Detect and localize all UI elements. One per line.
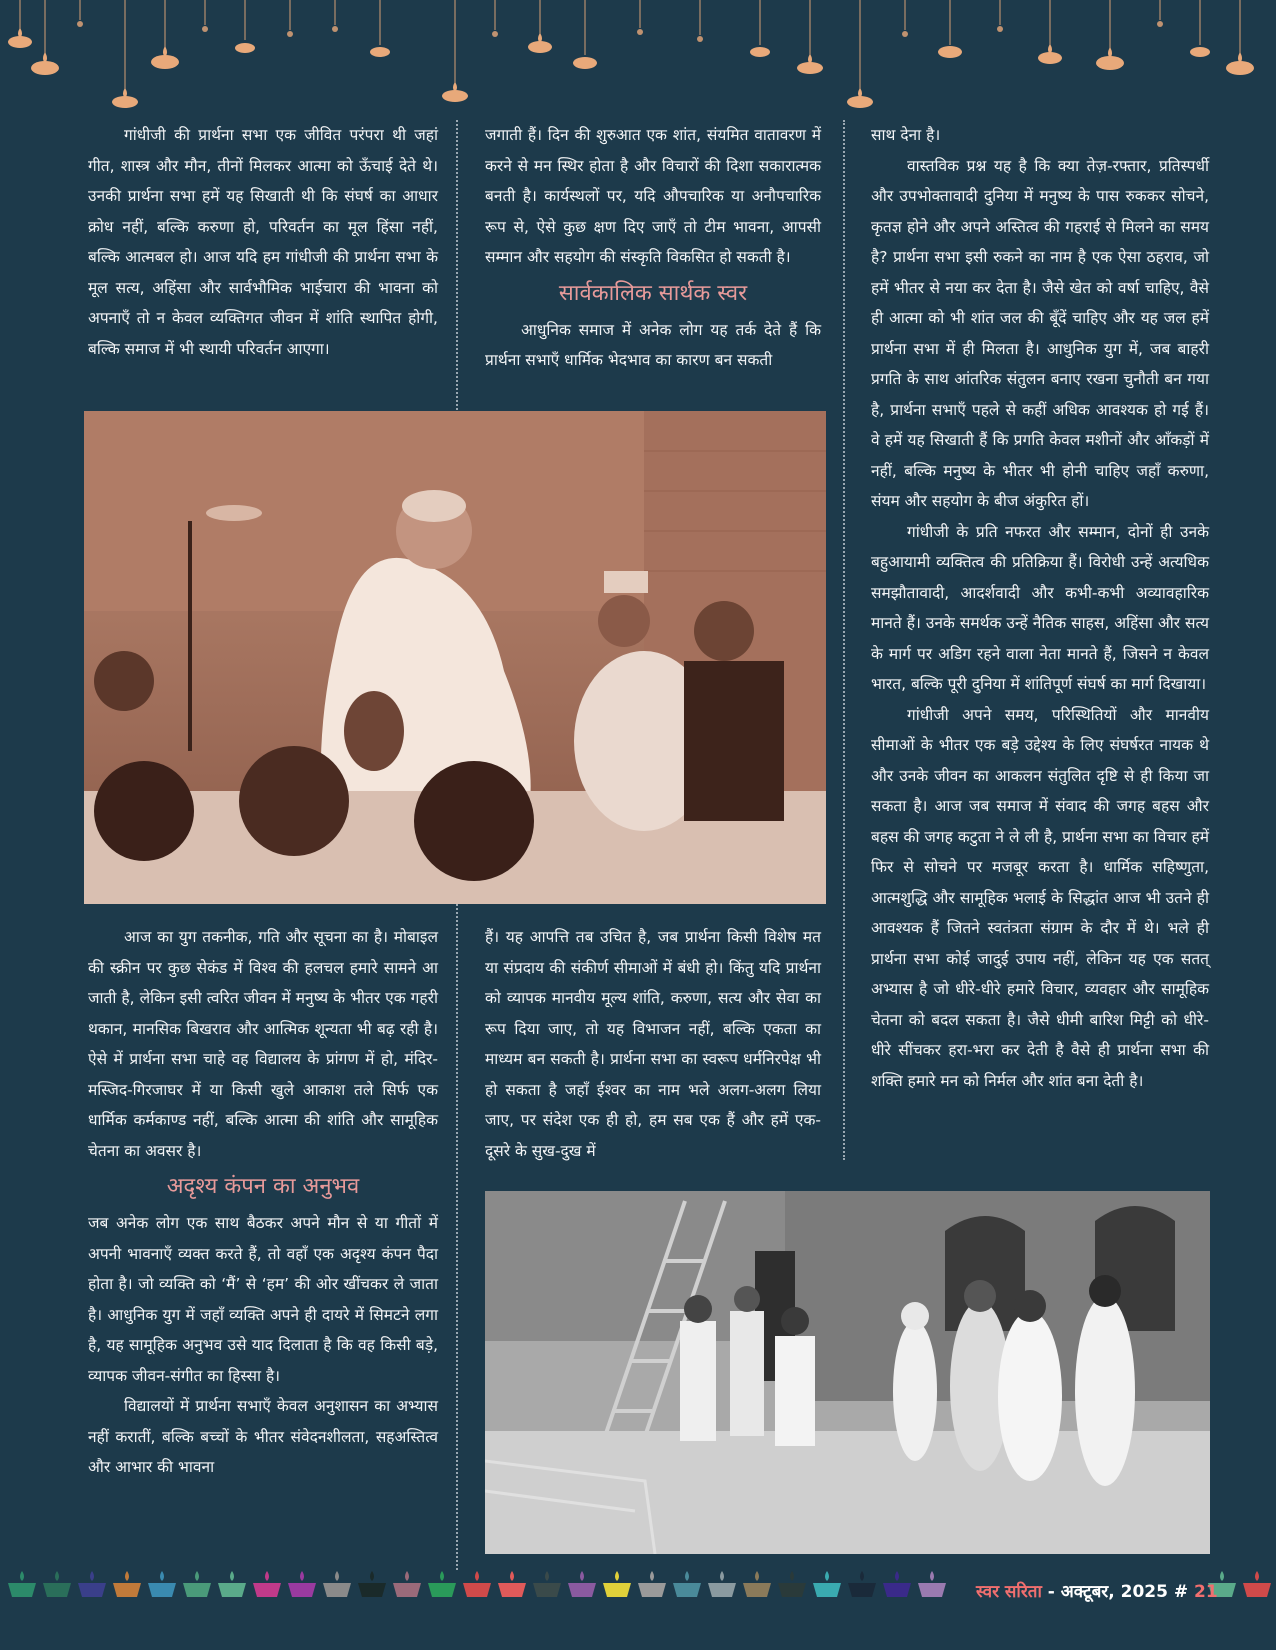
paragraph: वास्तविक प्रश्न यह है कि क्या तेज़-रफ्तार, प्रतिस्पर्धी और उपभोक्तावादी दुनिया में मनुष्य के पास रुककर सोचने, कृतज्ञ होने और अपने अस्तित्व की गहराई से मिलने का समय है? प्रार्थना सभा इसी रुकने का नाम है एक ऐसा ठहराव, जो हमें भीतर से नया कर देता है। जैसे खेत को वर्षा चाहिए, वैसे ही आत्मा को भी शांत जल की बूँदें चाहिए और यह जल हमें प्रार्थना सभा में ही मिलता है। आधुनिक युग में, जब बाहरी प्रगति के साथ आंतरिक संतुलन बनाए रखना चुनौती बन गया है, प्रार्थना सभाएँ पहले से कहीं अधिक आवश्यक हो गई हैं। वे हमें यह सिखाती हैं कि प्रगति केवल मशीनों और आँकड़ों में नहीं, बल्कि मनुष्य के भीतर भी होनी चाहिए जहाँ करुणा, संयम और सहयोग के बीज अंकुरित हों। <box>871 156 1209 510</box>
page-footer <box>976 1579 1218 1602</box>
hanging-lamps-decoration <box>0 0 1276 130</box>
column-3-text <box>871 120 1209 1096</box>
paragraph: गांधीजी के प्रति नफरत और सम्मान, दोनों ही उनके बहुआयामी व्यक्तित्व की प्रतिक्रिया हैं। विरोधी उन्हें अत्यधिक समझौतावादी, आदर्शवादी और कभी-कभी अव्यावहारिक मानते हैं। उनके समर्थक उन्हें नैतिक साहस, अहिंसा और सत्य के मार्ग पर अडिग रहने वाला नेता मानते हैं, जिसने न केवल भारत, बल्कि पूरी दुनिया में शांतिपूर्ण संघर्ष का मार्ग दिखाया। <box>871 522 1209 693</box>
prayer-meeting-image <box>84 411 826 904</box>
section-heading: सार्वकालिक सार्थक स्वर <box>558 280 748 306</box>
magazine-name: स्वर सरिता <box>976 1582 1042 1602</box>
paragraph: आधुनिक समाज में अनेक लोग यह तर्क देते हैं कि प्रार्थना सभाएँ धार्मिक भेदभाव का कारण बन सकती <box>485 320 821 369</box>
prayer-meeting-photo <box>84 411 826 904</box>
section-heading: अदृश्य कंपन का अनुभव <box>166 1174 360 1199</box>
paragraph: गांधीजी अपने समय, परिस्थितियों और मानवीय सीमाओं के भीतर एक बड़े उद्देश्य के लिए संघर्षरत नायक थे और उनके जीवन का आकलन संतुलित दृष्टि से ही किया जा सकता है। आज जब समाज में संवाद की जगह बहस और बहस की जगह कटुता ने ले ली है, प्रार्थना सभा का विचार हमें फिर से सोचने पर मजबूर करता है। धार्मिक सहिष्णुता, आत्मशुद्धि और सामूहिक भलाई के सिद्धांत आज भी उतने ही आवश्यक हैं जितने स्वतंत्रता संग्राम के दौर में थे। भले ही प्रार्थना सभा कोई जादुई उपाय नहीं, लेकिन यह एक सतत् अभ्यास है जो धीरे-धीरे हमारे विचार, व्यवहार और सामूहिक चेतना को बदल सकता है। जैसे धीमी बारिश मिट्टी को धीरे-धीरे सींचकर हरा-भरा कर देती है वैसे ही प्रार्थना सभा की शक्ति हमारे मन को निर्मल और शांत बना देती है। <box>871 705 1209 1090</box>
paragraph: गांधीजी की प्रार्थना सभा एक जीवित परंपरा थी जहां गीत, शास्त्र और मौन, तीनों मिलकर आत्मा को ऊँचाई देते थे। उनकी प्रार्थना सभा हमें यह सिखाती थी कि संघर्ष का आधार क्रोध नहीं, बल्कि करुणा हो, परिवर्तन का मूल हिंसा नहीं, बल्कि आत्मबल हो। आज यदि हम गांधीजी की प्रार्थना सभा के मूल सत्य, अहिंसा और सार्वभौमिक भाईचारा की भावना को अपनाएँ तो न केवल व्यक्तिगत जीवन में शांति स्थापित होगी, बल्कि समाज में भी स्थायी परिवर्तन आएगा। <box>88 126 438 358</box>
column-1-bottom-text <box>88 922 438 1483</box>
column-2-bottom-text <box>485 922 821 1166</box>
issue-date: - अक्टूबर, 2025 # <box>1041 1582 1195 1602</box>
walking-group-photo <box>485 1191 1210 1554</box>
paragraph: विद्यालयों में प्रार्थना सभाएँ केवल अनुशासन का अभ्यास नहीं करातीं, बल्कि बच्चों के भीतर संवेदनशीलता, सहअस्तित्व और आभार की भावना <box>88 1397 438 1476</box>
column-divider-right <box>843 120 845 1160</box>
page-number: 21 <box>1194 1582 1218 1602</box>
paragraph: साथ देना है। <box>871 126 941 144</box>
walking-group-image <box>485 1191 1210 1554</box>
paragraph: जगाती हैं। दिन की शुरुआत एक शांत, संयमित वातावरण में करने से मन स्थिर होता है और विचारों की दिशा सकारात्मक बनती है। कार्यस्थलों पर, यदि औपचारिक या अनौपचारिक रूप से, ऐसे कुछ क्षण दिए जाएँ तो टीम भावना, आपसी सम्मान और सहयोग की संस्कृति विकसित हो सकती है। <box>485 126 821 266</box>
paragraph: जब अनेक लोग एक साथ बैठकर अपने मौन से या गीतों में अपनी भावनाएँ व्यक्त करते हैं, तो वहाँ एक अदृश्य कंपन पैदा होता है। जो व्यक्ति को ‘मैं’ से ‘हम’ की ओर खींचकर ले जाता है। आधुनिक युग में जहाँ व्यक्ति अपने ही दायरे में सिमटने लगा है, यह सामूहिक अनुभव उसे याद दिलाता है कि वह किसी बड़े, व्यापक जीवन-संगीत का हिस्सा है। <box>88 1214 438 1385</box>
column-2-top-text <box>485 120 821 376</box>
paragraph: आज का युग तकनीक, गति और सूचना का है। मोबाइल की स्क्रीन पर कुछ सेकंड में विश्व की हलचल हमारे सामने आ जाती है, लेकिन इसी त्वरित जीवन में मनुष्य के भीतर एक गहरी थकान, मानसिक बिखराव और आत्मिक शून्यता भी बढ़ रही है। ऐसे में प्रार्थना सभा चाहे वह विद्यालय के प्रांगण में हो, मंदिर-मस्जिद-गिरजाघर में या किसी खुले आकाश तले सिर्फ एक धार्मिक कर्मकाण्ड नहीं, बल्कि आत्मा की शांति और सामूहिक चेतना का अवसर है। <box>88 928 438 1160</box>
column-1-top-text <box>88 120 438 364</box>
paragraph: हैं। यह आपत्ति तब उचित है, जब प्रार्थना किसी विशेष मत या संप्रदाय की संकीर्ण सीमाओं में बंधी हो। किंतु यदि प्रार्थना को व्यापक मानवीय मूल्य शांति, करुणा, सत्य और सेवा का रूप दिया जाए, तो यह विभाजन नहीं, बल्कि एकता का माध्यम बन सकती है। प्रार्थना सभा का स्वरूप धर्मनिरपेक्ष भी हो सकता है जहाँ ईश्वर का नाम भले अलग-अलग लिया जाए, पर संदेश एक ही हो, हम सब एक हैं और हमें एक-दूसरे के सुख-दुख में <box>485 928 821 1160</box>
